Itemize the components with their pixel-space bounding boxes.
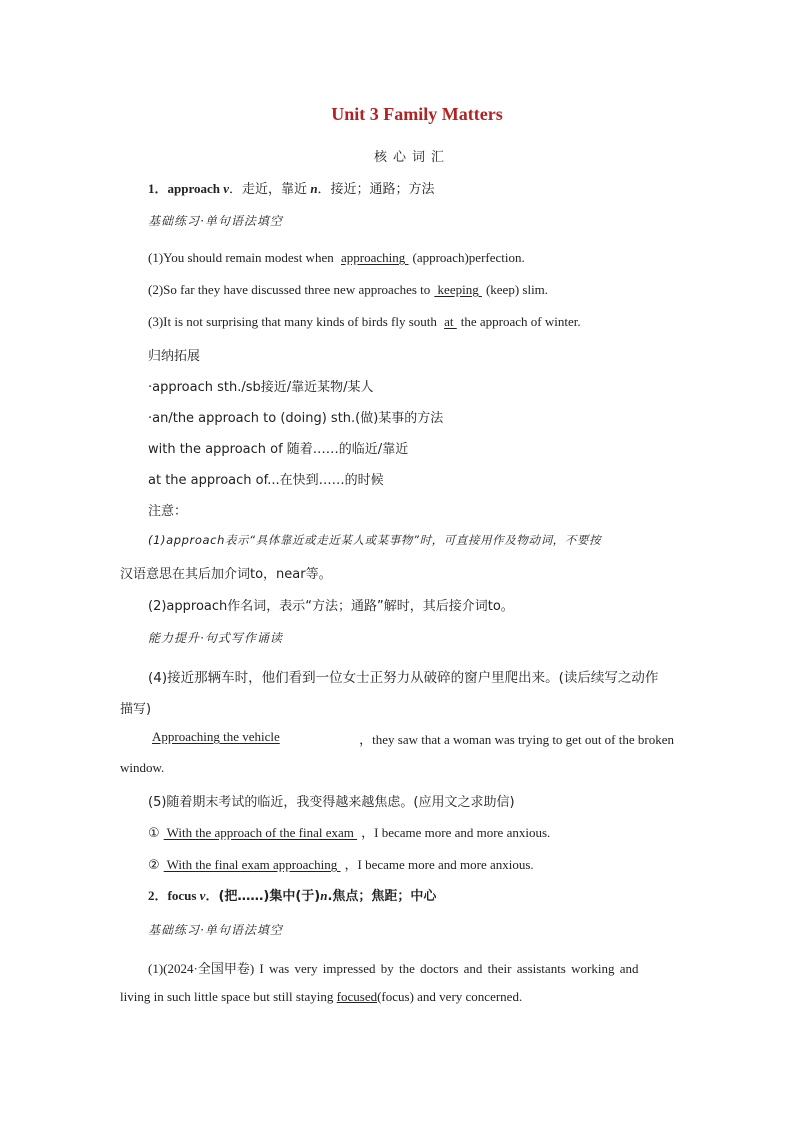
exercise-2-prefix: (2)So far they have discussed three new approaches to xyxy=(148,282,431,297)
exercise-4-chinese-b: 描写) xyxy=(120,702,152,717)
exercise-5-option-1-suffix: ，I became more and more anxious. xyxy=(361,825,551,840)
exercise-4-chinese-a: (4)接近那辆车时，他们看到一位女士正努力从破碎的窗户里爬出来。(读后续写之动作 xyxy=(148,670,659,686)
exercise-3 xyxy=(148,314,581,330)
exercise-6-suffix: (focus) and very concerned. xyxy=(377,989,523,1004)
exercise-6-line-a xyxy=(148,958,674,977)
note-2: (2)approach作名词，表示“方法；通路”解时，其后接介词to。 xyxy=(148,599,514,614)
item2-pos-v: v xyxy=(199,888,206,903)
exercise-1-suffix: (approach)perfection. xyxy=(412,250,525,265)
exercise-5-option-2-suffix: ，I became more and more anxious. xyxy=(344,857,534,872)
exercise-2-suffix: (keep) slim. xyxy=(485,282,549,297)
exercise-5-option-2 xyxy=(148,854,534,873)
summary-item: at the approach of...在快到……的时候 xyxy=(148,473,384,488)
exercise-5-option-2-answer: With the final exam approaching xyxy=(163,857,341,872)
exercise-6-answer: focused xyxy=(336,989,378,1004)
exercise-4-english-a: ，they saw that a woman was trying to get out of the broken xyxy=(359,732,674,747)
exercise-4-answer: Approaching the vehicle xyxy=(152,729,280,744)
section-subtitle: 核心词汇 xyxy=(373,150,450,165)
item2-word: focus xyxy=(167,888,197,903)
summary-item: with the approach of 随着……的临近/靠近 xyxy=(148,442,409,457)
summary-label: 归纳拓展 xyxy=(148,349,201,364)
exercise-5-option-2-mark: ② xyxy=(148,858,160,873)
item1-meaning-v: ．走近，靠近 xyxy=(229,182,308,197)
exercise-2 xyxy=(148,282,548,298)
exercise-1-prefix: (1)You should remain modest when xyxy=(148,250,337,265)
item2-pos-n: n xyxy=(320,888,328,903)
item2-heading xyxy=(148,885,436,904)
item1-pos-n: n xyxy=(310,181,318,196)
ability-practice-label: 能力提升·句式写作诵读 xyxy=(148,631,283,645)
exercise-3-prefix: (3)It is not surprising that many kinds of birds fly south xyxy=(148,314,441,329)
item1-meaning-n: ．接近；通路；方法 xyxy=(317,182,435,197)
item2-meaning-n: .焦点；焦距；中心 xyxy=(327,889,437,904)
page-title: Unit 3 Family Matters xyxy=(331,104,503,124)
exercise-3-answer: at xyxy=(444,314,457,329)
exercise-1-answer: approaching xyxy=(340,250,409,265)
note-label: 注意： xyxy=(148,504,188,519)
exercise-5-chinese: (5)随着期末考试的临近，我变得越来越焦虑。(应用文之求助信) xyxy=(148,795,515,810)
exercise-1 xyxy=(148,250,525,266)
note-1a: (1)approach表示“具体靠近或走近某人或某事物”时，可直接用作及物动词，不要按 xyxy=(148,533,602,547)
summary-item: ·approach sth./sb接近/靠近某物/某人 xyxy=(148,380,374,395)
exercise-5-option-1-mark: ① xyxy=(148,826,160,841)
exercise-2-answer: keeping xyxy=(434,282,482,297)
exercise-5-option-1-answer: With the approach of the final exam xyxy=(163,825,358,840)
item2-meaning-v: ．(把……)集中(于) xyxy=(205,889,321,904)
exercise-4-english-b: window. xyxy=(120,760,165,775)
note-1b: 汉语意思在其后加介词to，near等。 xyxy=(120,567,332,582)
item1-number: 1． xyxy=(148,181,168,196)
item2-number: 2． xyxy=(148,888,168,903)
summary-item: ·an/the approach to (doing) sth.(做)某事的方法 xyxy=(148,411,444,426)
item1-heading xyxy=(148,178,435,197)
basic-practice-label-2: 基础练习·单句语法填空 xyxy=(148,923,283,937)
exercise-6-prefix: (1)(2024·全国甲卷) I was very impressed by the doctors and their assistants working and xyxy=(148,961,639,976)
item1-word: approach xyxy=(167,181,221,196)
exercise-6-prefix-2: living in such little space but still staying xyxy=(120,989,337,1004)
exercise-6-line-b xyxy=(120,989,522,1005)
exercise-5-option-1 xyxy=(148,822,550,841)
exercise-3-suffix: the approach of winter. xyxy=(460,314,581,329)
item1-pos-v: v xyxy=(223,181,230,196)
exercise-4-answer-line xyxy=(120,729,674,748)
basic-practice-label: 基础练习·单句语法填空 xyxy=(148,214,283,228)
